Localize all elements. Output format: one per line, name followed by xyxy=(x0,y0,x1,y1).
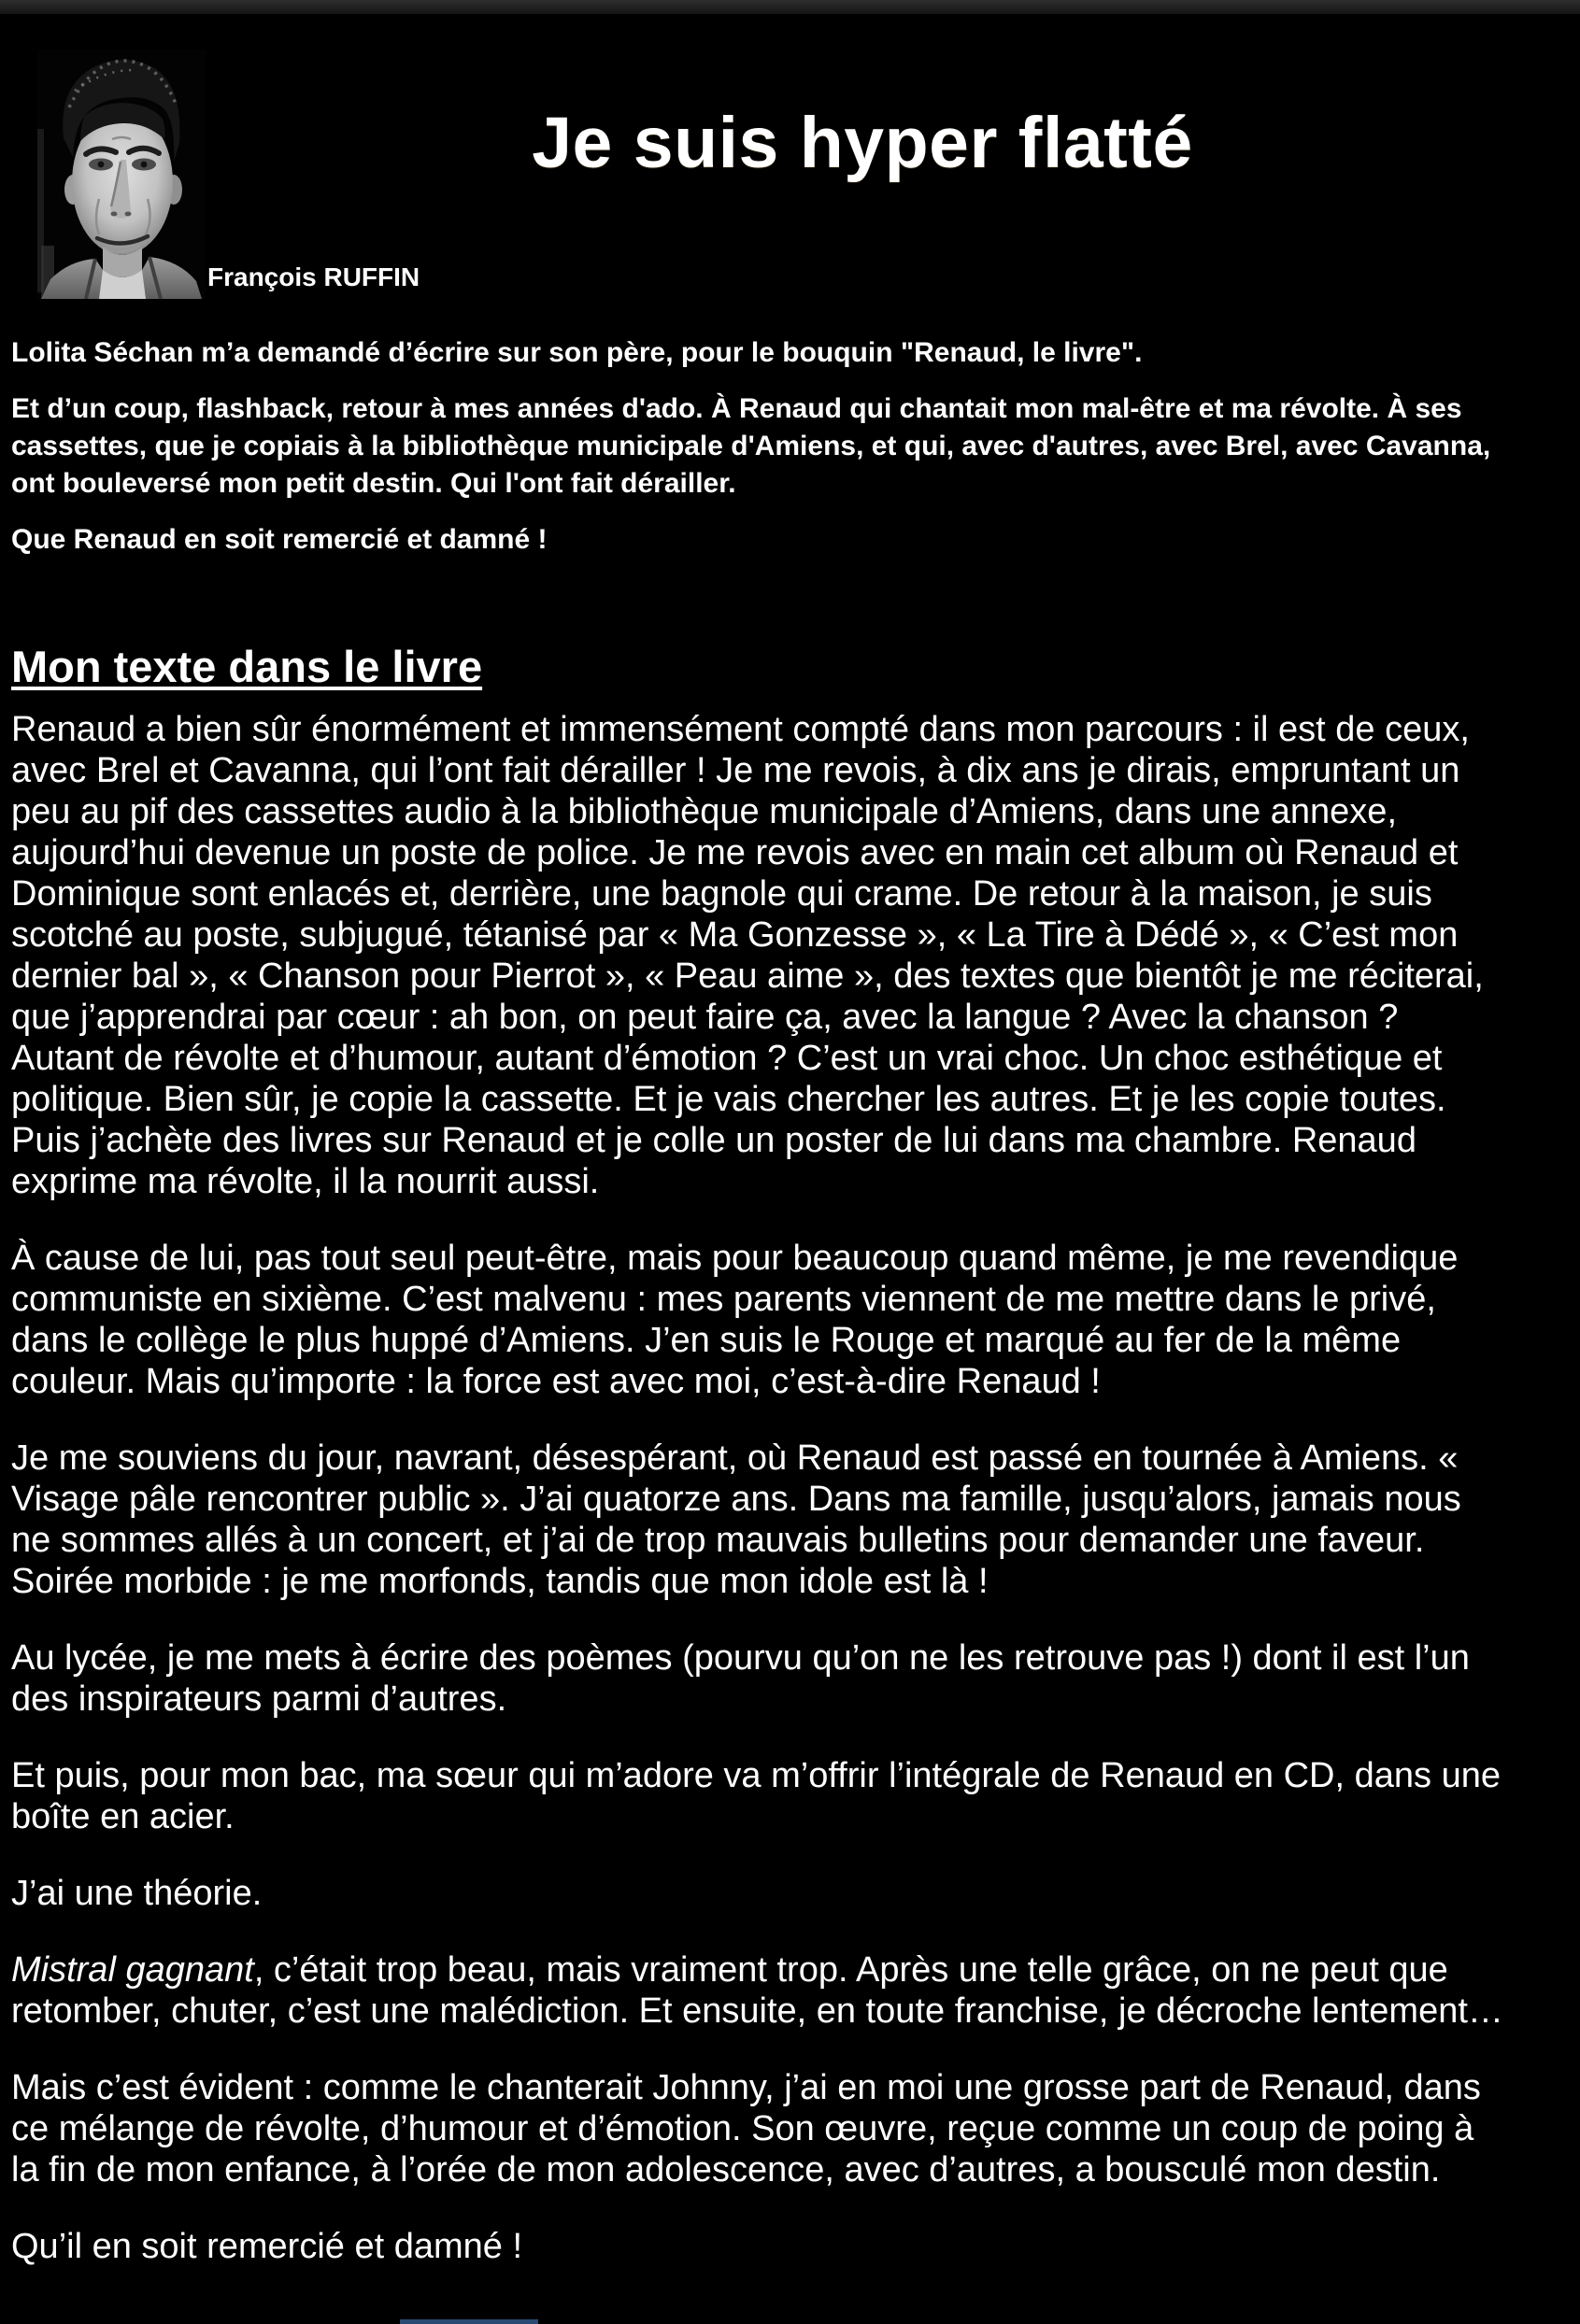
article-paragraph: Mais c’est évident : comme le chanterait Johnny, j’ai en moi une grosse part de Renaud, dans ce mélange de révolte, d’humour et d’émotion. Son œuvre, reçue comme un coup de poing à la fin de mon enfance, à l’orée de mon adolescence, avec d’autres, a bousculé mon destin. xyxy=(11,2068,1481,2189)
intro-paragraph: Et d’un coup, flashback, retour à mes années d'ado. À Renaud qui chantait mon mal-être et ma révolte. À ses cassettes, que je copiais à la bibliothèque municipale d'Amiens, et qui, avec d'autres, avec Brel, avec Cavanna, ont bouleversé mon petit destin. Qui l'ont fait dérailler. xyxy=(11,393,1491,499)
album-title-italic: Mistral gagnant xyxy=(11,1950,254,1990)
article-paragraph: Renaud a bien sûr énormément et immensément compté dans mon parcours : il est de ceux, avec Brel et Cavanna, qui l’ont fait dérailler ! Je me revois, à dix ans je dirais, empruntant un peu au pif des cassettes audio à la bibliothèque municipale d’Amiens, dans une annexe, aujourd’hui devenue un poste de police. Je me revois avec en main cet album où Renaud et Dominique sont enlacés et, derrière, une bagnole qui crame. De retour à la maison, je suis scotché au poste, subjugué, tétanisé par « Ma Gonzesse », « La Tire à Dédé », « C’est mon dernier bal », « Chanson pour Pierrot », « Peau aime », des textes que bientôt je me réciterai, que j’apprendrai par cœur : ah bon, on peut faire ça, avec la langue ? Avec la chanson ? Autant de révolte et d’humour, autant d’émotion ? C’est un vrai choc. Un choc esthétique et politique. Bien sûr, je copie la cassette. Et je vais chercher les autres. Et je les copie toutes. Puis j’achète des livres sur Renaud et je colle un poster de lui dans ma chambre. Renaud exprime ma révolte, il la nourrit aussi. xyxy=(11,710,1484,1201)
paragraph-text: , c’était trop beau, mais vraiment trop. Après une telle grâce, on ne peut que retomber, chuter, c’est une malédiction. Et ensuite, en toute franchise, je décroche lentement… xyxy=(11,1950,1503,2031)
author-name: François RUFFIN xyxy=(207,262,420,291)
article-paragraph: Je me souviens du jour, navrant, désespérant, où Renaud est passé en tournée à Amiens. « Visage pâle rencontrer public ». J’ai quatorze ans. Dans ma famille, jusqu’alors, jamais nous ne sommes allés à un concert, et j’ai de trop mauvais bulletins pour demander une faveur. Soirée morbide : je me morfonds, tandis que mon idole est là ! xyxy=(11,1438,1461,1601)
main-text-section xyxy=(0,641,1580,2267)
article-paragraph: À cause de lui, pas tout seul peut-être, mais pour beaucoup quand même, je me revendique communiste en sixième. C’est malvenu : mes parents viennent de me mettre dans le privé, dans le collège le plus huppé d’Amiens. J’en suis le Rouge et marqué au fer de la même couleur. Mais qu’importe : la force est avec moi, c’est-à-dire Renaud ! xyxy=(11,1239,1459,1401)
article-header xyxy=(0,14,1580,308)
footer-divider xyxy=(400,2319,538,2324)
section-heading: Mon texte dans le livre xyxy=(11,642,483,691)
top-bar xyxy=(0,0,1580,14)
page-title: Je suis hyper flatté xyxy=(532,103,1193,183)
article-paragraph: Au lycée, je me mets à écrire des poèmes (pourvu qu’on ne les retrouve pas !) dont il est l’un des inspirateurs parmi d’autres. xyxy=(11,1638,1470,1719)
intro-paragraph: Lolita Séchan m’a demandé d’écrire sur son père, pour le bouquin "Renaud, le livre". xyxy=(11,337,1143,368)
intro-section xyxy=(0,334,1580,559)
article-paragraph: Et puis, pour mon bac, ma sœur qui m’adore va m’offrir l’intégrale de Renaud en CD, dans une boîte en acier. xyxy=(11,1756,1501,1836)
article-paragraph: Qu’il en soit remercié et damné ! xyxy=(11,2227,523,2266)
article-paragraph: J’ai une théorie. xyxy=(11,1874,263,1913)
intro-paragraph: Que Renaud en soit remercié et damné ! xyxy=(11,524,548,555)
article-paragraph xyxy=(11,1949,1505,2032)
